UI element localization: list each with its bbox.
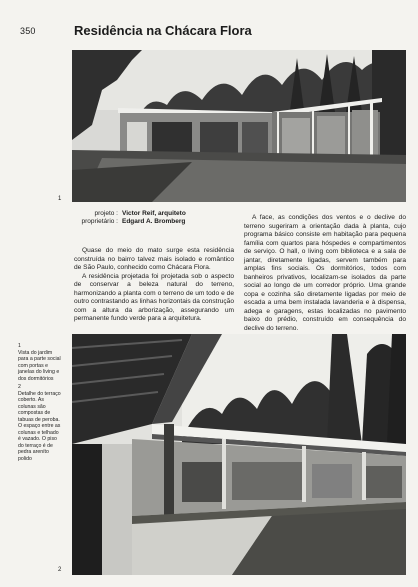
page-title: Residência na Chácara Flora — [74, 23, 252, 38]
text-column-left — [74, 247, 234, 324]
caption-number-2: 2 — [18, 384, 21, 390]
text-column-right — [244, 214, 406, 333]
caption-2: Detalhe do terraço coberto. As colunas são compostas de tabuas de peroba. O espaço entre as colunas e telhado é vazado. O piso do terraço é de pedra areníto polido — [18, 390, 61, 462]
terrace-illustration — [72, 334, 406, 575]
house-exterior-photo — [72, 50, 406, 202]
photo-number-2: 2 — [58, 567, 62, 573]
covered-terrace-photo — [72, 334, 406, 575]
photo-number-1: 1 — [58, 196, 62, 202]
right-paragraph-1: A face, as condições dos ventos e o declive do terreno sugeriram a orientação dada à planta, cujo programa básico consiste em habitação para pequena família com quartos para hóspedes e compartimentos de serviço. O hall, o living com biblioteca e a sala de jantar, diretamente ligadas, servem também para amplas fins sociais. Os dormitórios, todos com banheiros privativos, localizam-se isolados da parte social ao longo de um corredor próprio. Uma grande copa e cozinha são diretamente ligadas por meio de escada a uma bem instalada lavanderia e à dispensa, adega e garagens, estas localizadas no pavimento baixo do prédio, construído em consequência do declive do terreno. — [244, 214, 406, 332]
caption-number-1: 1 — [18, 343, 21, 349]
photo-captions — [18, 343, 62, 464]
caption-1: Vista do jardim para a parte social com portas e janelas do living e dos dormitórios — [18, 349, 61, 382]
left-paragraph-1: Quase do meio do mato surge esta residência construída no bairro talvez mais isolado e romântico de São Paulo, conhecido como Chácara Flora. — [74, 247, 234, 271]
credits — [74, 210, 244, 226]
left-paragraph-2: A residência projetada foi projetada sob o aspecto de conservar a beleza natural do terreno, harmonizando a planta com o terreno de um todo e de outro contrastando as linhas horizontais da construção com a altura da arborização, assegurando um permanente fundo verde para a arquitetura. — [74, 272, 234, 322]
projeto-value: Victor Reif, arquiteto — [122, 210, 186, 217]
house-exterior-illustration — [72, 50, 406, 202]
proprietario-value: Edgard A. Bromberg — [122, 218, 186, 225]
proprietario-label: proprietário : — [81, 218, 118, 225]
page-number: 350 — [20, 26, 36, 36]
projeto-label: projeto : — [94, 210, 118, 217]
